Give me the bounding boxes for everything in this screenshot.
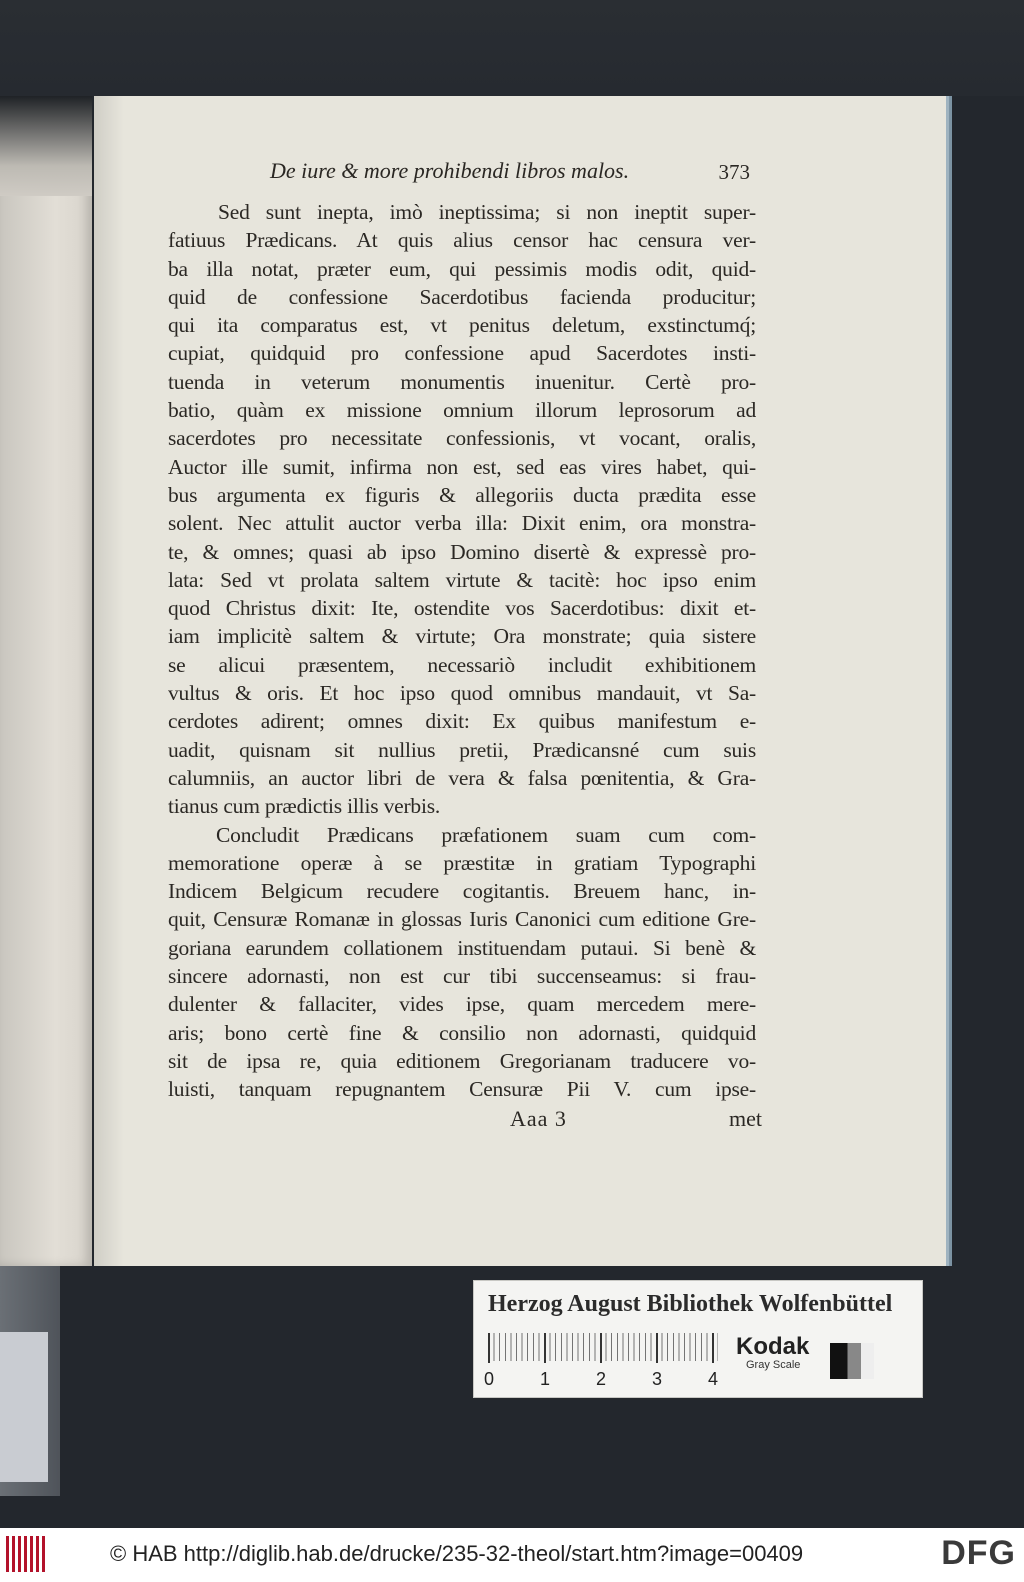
facing-page-shadow — [0, 96, 92, 196]
text-line: solent. Nec attulit auctor verba illa: Dixit enim, ora monstra- — [168, 511, 756, 536]
text-line: te, & omnes; quasi ab ipso Domino disertè & expressè pro- — [168, 539, 756, 564]
text-line: Sed sunt inepta, imò ineptissima; si non ineptit super- — [218, 200, 756, 224]
text-line: Indicem Belgicum recudere cogitantis. Breuem hanc, in- — [168, 879, 756, 904]
scanner-backdrop — [0, 0, 1024, 96]
running-title: De iure & more prohibendi libros malos. — [270, 158, 630, 183]
text-line: vultus & oris. Et hoc ipso quod omnibus mandauit, vt Sa- — [168, 681, 756, 706]
ruler-ticks — [488, 1333, 718, 1361]
text-line: sacerdotes pro necessitate confessionis, vt vocant, oralis, — [168, 426, 756, 451]
ruler-number: 2 — [596, 1369, 607, 1389]
library-color-card — [474, 1281, 922, 1397]
text-line: calumniis, an auctor libri de vera & falsa pœnitentia, & Gra- — [168, 765, 756, 790]
text-line: dulenter & fallaciter, vides ipse, quam mercedem mere- — [168, 992, 756, 1017]
gray-scale-patch — [830, 1343, 874, 1379]
ruler-number: 0 — [484, 1369, 495, 1389]
facing-page-edge — [0, 96, 92, 1266]
text-line: sit de ipsa re, quia editionem Gregorianam traducere vo- — [168, 1048, 756, 1073]
text-line: tuenda in veterum monumentis inuenitur. Certè pro- — [168, 369, 756, 394]
page-number: 373 — [718, 160, 750, 184]
archive-label-card — [0, 1332, 48, 1482]
running-head — [270, 158, 750, 188]
ruler-major-tick — [712, 1333, 714, 1363]
ruler-major-tick — [488, 1333, 490, 1363]
ruler-major-tick — [544, 1333, 546, 1363]
scale-ruler — [484, 1333, 720, 1393]
text-line: qui ita comparatus est, vt penitus deletum, exstinctumq́; — [168, 313, 756, 338]
text-line: cerdotes adirent; omnes dixit: Ex quibus manifestum e- — [168, 709, 756, 734]
kodak-logo: Kodak — [736, 1333, 810, 1360]
text-line: fatiuus Prædicans. At quis alius censor hac censura ver- — [168, 228, 756, 253]
text-line: sincere adornasti, non est cur tibi succenseamus: si frau- — [168, 964, 756, 989]
signature-line — [510, 1106, 762, 1136]
kodak-subtitle: Gray Scale — [746, 1359, 801, 1371]
text-line: tianus cum prædictis illis verbis. — [168, 794, 441, 819]
text-line: Concludit Prædicans præfationem suam cum com- — [216, 822, 756, 847]
text-line: quod Christus dixit: Ite, ostendite vos Sacerdotibus: dixit et- — [168, 596, 756, 621]
text-line: ba illa notat, præter eum, qui pessimis modis odit, quid- — [168, 256, 756, 281]
body-text — [168, 198, 756, 1104]
ruler-number: 3 — [652, 1369, 663, 1389]
catchword: met — [729, 1106, 762, 1131]
ruler-number: 1 — [540, 1369, 551, 1389]
gutter-shadow — [94, 96, 124, 1266]
copyright-link[interactable]: © HAB http://diglib.hab.de/drucke/235-32-theol/start.htm?image=00409 — [110, 1541, 804, 1566]
ruler-number: 4 — [708, 1369, 719, 1389]
text-line: iam implicitè saltem & virtute; Ora monstrate; quia sistere — [168, 624, 756, 649]
text-line: goriana earundem collationem instituendam putaui. Si benè & — [168, 935, 756, 960]
hab-logo-icon — [6, 1536, 46, 1572]
library-name: Herzog August Bibliothek Wolfenbüttel — [488, 1291, 893, 1317]
text-line: batio, quàm ex missione omnium illorum leprosorum ad — [168, 398, 756, 423]
text-line: quit, Censuræ Romanæ in glossas Iuris Canonici cum editione Gre- — [168, 907, 756, 932]
text-line: aris; bono certè fine & consilio non adornasti, quidquid — [168, 1020, 756, 1045]
text-line: luisti, tanquam repugnantem Censuræ Pii V. cum ipse- — [168, 1077, 756, 1102]
footer-bar — [0, 1528, 1024, 1582]
text-line: se alicui præsentem, necessariò includit exhibitionem — [168, 652, 756, 677]
text-line: uadit, quisnam sit nullius pretii, Prædicansné cum suis — [168, 737, 756, 762]
ruler-major-tick — [656, 1333, 658, 1363]
ruler-major-tick — [600, 1333, 602, 1363]
text-line: Auctor ille sumit, infirma non est, sed eas vires habet, qui- — [168, 454, 756, 479]
text-line: lata: Sed vt prolata saltem virtute & tacitè: hoc ipso enim — [168, 567, 756, 592]
signature-mark: Aaa 3 — [510, 1106, 567, 1131]
text-line: bus argumenta ex figuris & allegoriis ducta prædita esse — [168, 482, 756, 507]
text-line: memoratione operæ à se præstitæ in gratiam Typographi — [168, 850, 756, 875]
dfg-logo: DFG — [941, 1534, 1016, 1572]
text-line: cupiat, quidquid pro confessione apud Sacerdotes insti- — [168, 341, 756, 366]
text-line: quid de confessione Sacerdotibus facienda producitur; — [168, 284, 756, 309]
ruler-numbers — [484, 1369, 724, 1389]
